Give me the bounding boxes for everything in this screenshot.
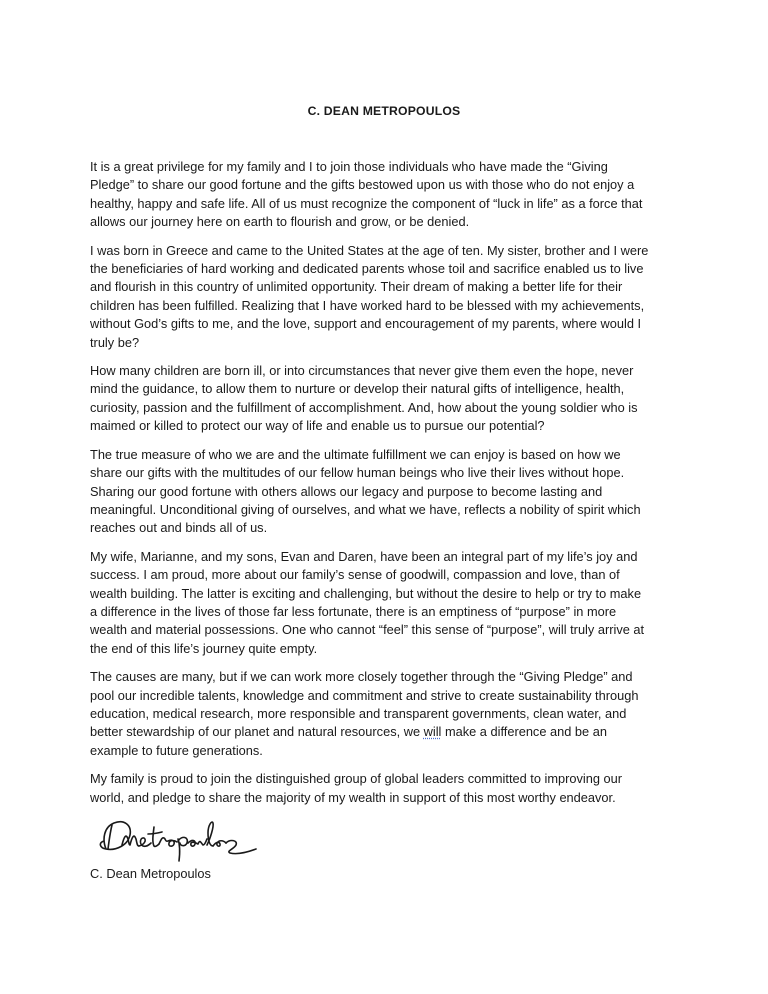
paragraph-6-end: make a difference and be an example to future generations.	[90, 724, 607, 758]
signer-name: C. Dean Metropoulos	[90, 866, 211, 881]
paragraph-3: How many children are born ill, or into circumstances that never give them even the hope, never mind the guidance, to allow them to nurture or develop their natural gifts of intelligence, health, curiosity, passion and the fulfillment of accomplishment. And, how about the young soldier who is maimed or killed to protect our way of life and enable us to pursue our potential?	[90, 363, 638, 434]
paragraph-6	[90, 668, 650, 760]
paragraph-7: My family is proud to join the distinguished group of global leaders committed to improving our world, and pledge to share the majority of my wealth in support of this most worthy endeavor.	[90, 771, 623, 805]
letter-body	[90, 158, 650, 817]
paragraph-4: The true measure of who we are and the ultimate fulfillment we can enjoy is based on how we share our gifts with the multitudes of our fellow human beings who live their lives without hope. Sharing our good fortune with others allows our legacy and purpose to become lasting and meaningful. Unconditional giving of ourselves, and what we have, reflects a nobility of spirit which reaches out and binds all of us.	[90, 446, 641, 536]
paragraph-5: My wife, Marianne, and my sons, Evan and Daren, have been an integral part of my life’s joy and success. I am proud, more about our family’s sense of goodwill, compassion and love, than of wealth building. The latter is exciting and challenging, but without the desire to help or try to make a difference in the lives of those far less fortunate, there is an emptiness of “purpose” in more wealth and material possessions. One who cannot “feel” this sense of “purpose”, will truly arrive at the end of this life’s journey quite empty.	[90, 548, 645, 656]
letter-title: C. DEAN METROPOULOS	[307, 104, 461, 118]
paragraph-1: It is a great privilege for my family and I to join those individuals who have made the “Giving Pledge” to share our good fortune and the gifts bestowed upon us with those who do not enjoy a healthy, happy and safe life. All of us must recognize the component of “luck in life” as a force that allows our journey here on earth to flourish and grow, or be denied.	[90, 159, 643, 230]
paragraph-6-start: The causes are many, but if we can work more closely together through the “Giving Pledge” and pool our incredible talents, knowledge and commitment and strive to create sustainability through education, medical research, more responsible and transparent governments, clean water, and better stewardship of our planet and natural resources, we	[90, 669, 639, 740]
paragraph-2: I was born in Greece and came to the United States at the age of ten. My sister, brother and I were the beneficiaries of hard working and dedicated parents whose toil and sacrifice enabled us to live and flourish in this country of unlimited opportunity. Their dream of making a better life for their children has been fulfilled. Realizing that I have worked hard to be blessed with my achievements, without God’s gifts to me, and the love, support and encouragement of my parents, where would I truly be?	[90, 242, 649, 350]
underlined-word: will	[423, 724, 442, 740]
handwritten-signature	[92, 815, 267, 867]
